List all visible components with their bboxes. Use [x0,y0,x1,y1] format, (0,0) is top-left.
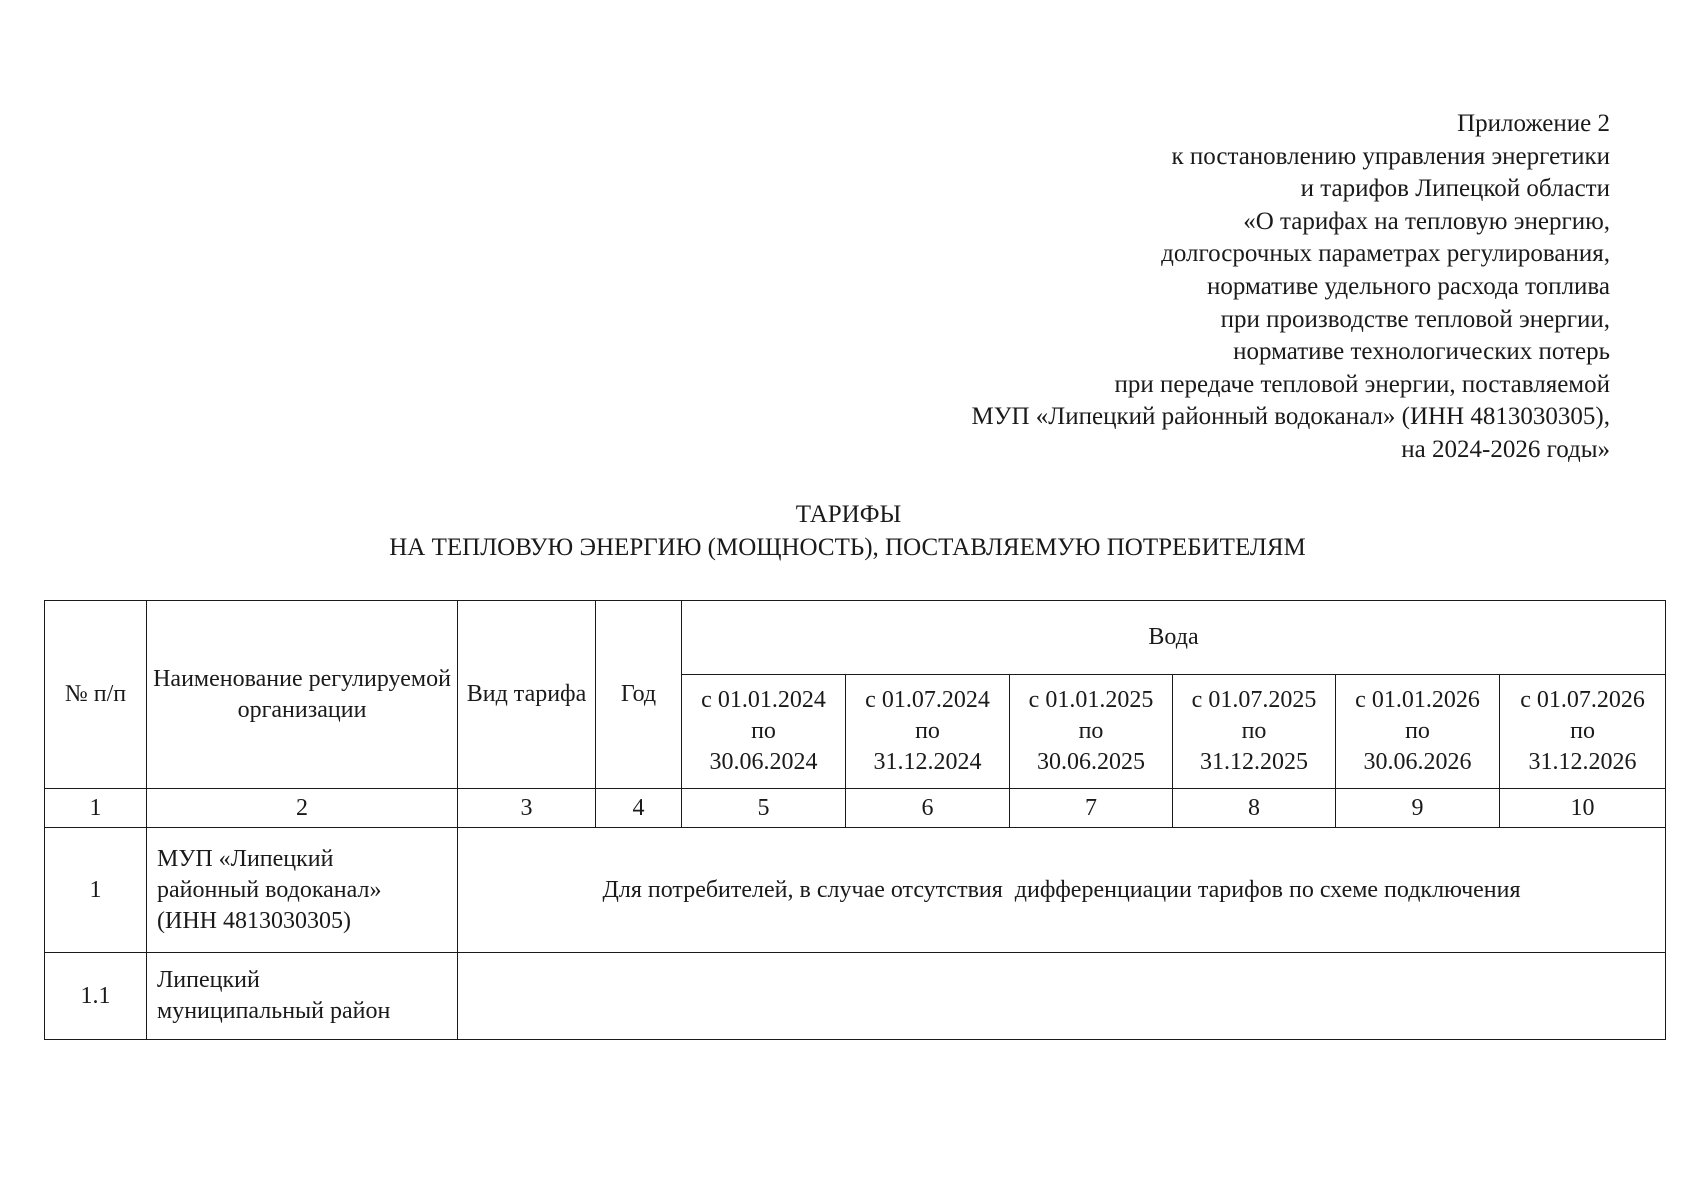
period-to: 30.06.2026 [1363,749,1472,775]
period-to-word: по [1570,718,1595,744]
header-period [1010,675,1173,789]
period-from: с 01.01.2024 [701,687,826,713]
organization-name [147,828,458,953]
column-number: 2 [147,789,458,828]
appendix-line: и тарифов Липецкой области [1300,175,1610,203]
row-number: 1 [45,828,147,953]
header-num: № п/п [45,601,147,789]
column-number: 10 [1500,789,1666,828]
table-row [45,953,1666,1040]
title-line-1: ТАРИФЫ [795,501,902,528]
district-name-line: Липецкий [157,967,260,993]
period-to: 30.06.2025 [1037,749,1145,775]
period-to: 31.12.2026 [1528,749,1637,775]
period-to-word: по [1078,718,1104,744]
period-from: с 01.07.2025 [1191,687,1317,713]
row-number: 1.1 [45,953,147,1040]
column-number: 1 [45,789,147,828]
appendix-line: Приложение 2 [1457,110,1610,137]
appendix-line: долгосрочных параметрах регулирования, [1161,240,1610,268]
header-water: Вода [682,601,1666,675]
district-name [147,953,458,1040]
header-period [1336,675,1500,789]
period-to-word: по [1241,718,1267,744]
appendix-line: на 2024-2026 годы» [1401,435,1610,463]
period-to: 30.06.2024 [709,749,818,775]
organization-name-line: МУП «Липецкий [157,845,334,872]
header-period [1500,675,1666,789]
appendix-header [972,108,1610,467]
period-from: с 01.07.2024 [865,687,990,713]
column-number: 6 [846,789,1010,828]
header-period [846,675,1010,789]
title-line-2: НА ТЕПЛОВУЮ ЭНЕРГИЮ (МОЩНОСТЬ), ПОСТАВЛЯЕМУЮ ПОТРЕБИТЕЛЯМ [389,534,1306,561]
appendix-line: МУП «Липецкий районный водоканал» (ИНН 4813030305), [971,403,1610,431]
header-year: Год [596,601,682,789]
column-number: 9 [1336,789,1500,828]
appendix-line: нормативе технологических потерь [1233,338,1610,366]
consumer-note: Для потребителей, в случае отсутствия дифференциации тарифов по схеме подключения [458,828,1666,953]
column-number: 5 [682,789,846,828]
table-row [45,828,1666,953]
column-number: 7 [1010,789,1173,828]
header-tariff-type: Вид тарифа [458,601,596,789]
header-period [682,675,846,789]
district-name-line: муниципальный район [157,998,391,1024]
column-number: 3 [458,789,596,828]
header-org: Наименование регулируемой организации [147,601,458,789]
period-from: с 01.07.2026 [1520,687,1645,713]
period-to: 31.12.2025 [1200,749,1308,775]
period-to-word: по [751,718,776,744]
appendix-line: «О тарифах на тепловую энергию, [1243,207,1610,235]
period-from: с 01.01.2025 [1028,687,1154,713]
column-number: 4 [596,789,682,828]
period-from: с 01.01.2026 [1355,687,1480,713]
period-to-word: по [1405,718,1430,744]
document-title [0,498,1697,564]
period-to-word: по [915,718,940,744]
appendix-line: к постановлению управления энергетики [1171,142,1610,170]
appendix-line: при передаче тепловой энергии, поставляемой [1114,370,1610,398]
appendix-line: при производстве тепловой энергии, [1220,305,1610,333]
period-to: 31.12.2024 [873,749,982,775]
header-period [1173,675,1336,789]
organization-name-line: районный водоканал» [157,876,382,903]
column-numbers-row [45,789,1666,828]
tariffs-table [44,600,1666,1040]
column-number: 8 [1173,789,1336,828]
appendix-line: нормативе удельного расхода топлива [1207,272,1610,300]
empty-merged-cell [458,953,1666,1040]
organization-name-line: (ИНН 4813030305) [157,907,351,934]
